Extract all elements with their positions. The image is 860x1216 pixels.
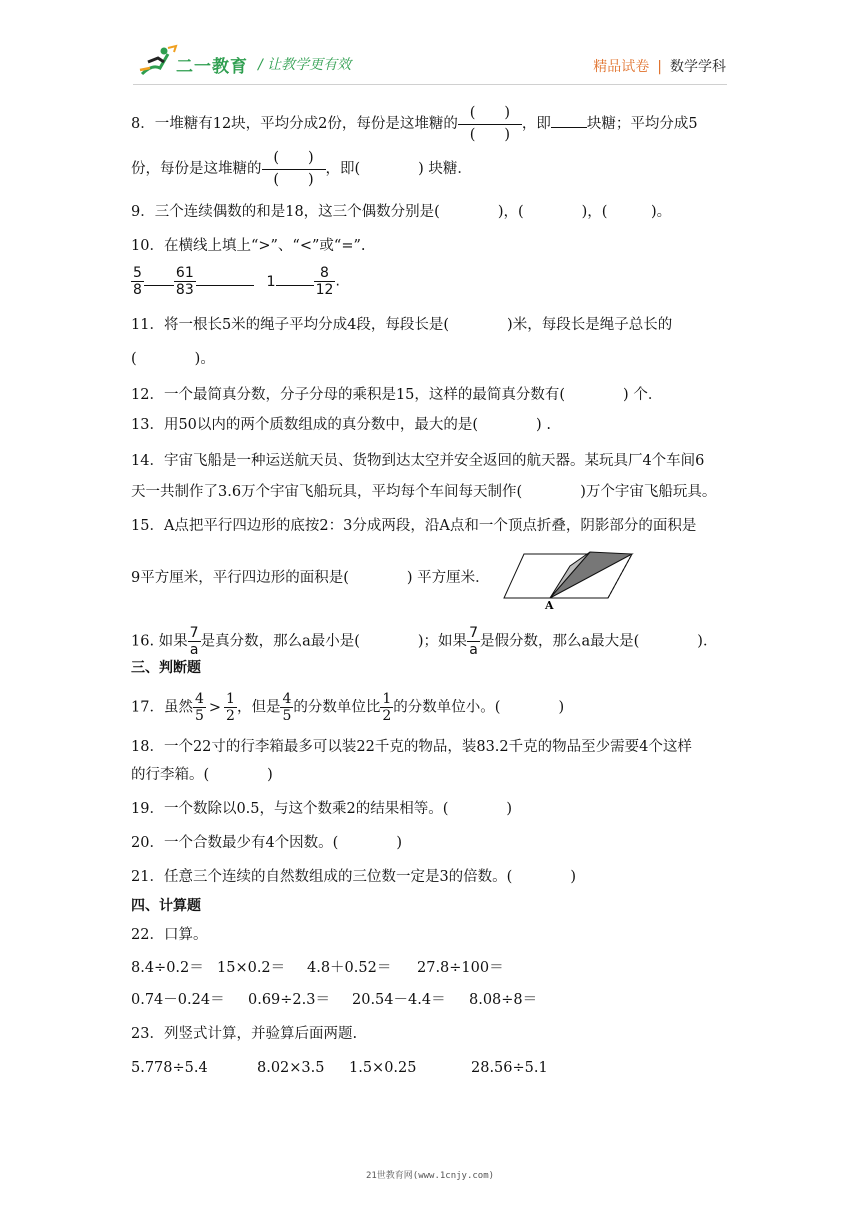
- q10-blank-1: [144, 285, 174, 286]
- calc-item: 8.4÷0.2＝: [131, 960, 204, 976]
- period: .: [335, 273, 341, 290]
- calc-item: 27.8÷100＝: [417, 960, 504, 976]
- page-header: [0, 0, 860, 90]
- calc-item: 4.8＋0.52＝: [307, 960, 392, 976]
- q16-text: 16. 如果: [131, 633, 188, 650]
- calc-item: 5.778÷5.4: [131, 1060, 208, 1076]
- frac-denominator: a: [469, 642, 478, 658]
- greater-than: >: [208, 699, 222, 716]
- q17-text: 的分数单位比: [293, 699, 381, 716]
- q8-text: 块糖；平均分成5: [586, 116, 698, 132]
- frac-numerator: 1: [226, 691, 235, 707]
- question-19: 19．一个数除以0.5，与这个数乘2的结果相等。( ): [131, 801, 513, 817]
- frac-denominator: ( ): [469, 127, 511, 143]
- slogan: / 让教学更有效: [258, 57, 352, 73]
- header-badge: 精品试卷: [593, 59, 650, 75]
- question-16: [131, 625, 717, 658]
- q8-text: ，即: [521, 116, 551, 132]
- frac-numerator: 5: [133, 265, 142, 281]
- frac-numerator: 8: [314, 265, 336, 282]
- header-subject-label: 数学学科: [670, 59, 726, 75]
- frac-numerator: 4: [282, 691, 292, 707]
- runner-logo-icon: [138, 44, 178, 78]
- question-12: 12．一个最简真分数，分子分母的乘积是15，这样的最简真分数有( ) 个．: [131, 387, 663, 403]
- question-14-line-2: 天一共制作了3.6万个宇宙飞船玩具，平均每个车间每天制作( )万个宇宙飞船玩具。: [131, 484, 717, 500]
- fraction-4-5: [193, 691, 206, 724]
- question-23-items: [131, 1058, 548, 1078]
- calc-item: 28.56÷5.1: [471, 1060, 548, 1076]
- frac-numerator: 4: [194, 691, 204, 707]
- calc-item: 20.54－4.4＝: [352, 992, 446, 1008]
- calc-item: 0.74－0.24＝: [131, 992, 225, 1008]
- q16-text: 是假分数，那么a最大是( )．: [479, 633, 718, 650]
- frac-denominator: 5: [194, 708, 204, 724]
- question-22-title: 22．口算。: [131, 927, 208, 943]
- q8-fraction-blank-1: [458, 103, 522, 145]
- fraction-1-2: [224, 691, 237, 724]
- fraction-7-a: [467, 625, 480, 658]
- frac-denominator: 2: [226, 708, 235, 724]
- question-15-line-2: 9平方厘米，平行四边形的面积是( ) 平方厘米．: [131, 570, 490, 586]
- header-rule: [133, 84, 727, 85]
- question-10: 10．在横线上填上“>”、“<”或“=”.: [131, 238, 366, 254]
- q8-text: 份，每份是这堆糖的: [131, 161, 262, 177]
- question-23-title: 23．列竖式计算，并验算后面两题.: [131, 1026, 358, 1042]
- calc-item: 15×0.2＝: [217, 960, 286, 976]
- question-14-line-1: 14．宇宙飞船是一种运送航天员、货物到达太空并安全返回的航天器。某玩具厂4个车间6: [131, 453, 705, 469]
- question-10-comparisons: [131, 265, 340, 298]
- frac-denominator: ( ): [273, 172, 314, 188]
- frac-denominator: 83: [175, 282, 194, 298]
- fraction-4-5: [280, 691, 293, 724]
- calc-item: 1.5×0.25: [349, 1060, 417, 1076]
- q17-text: ，但是: [236, 699, 281, 716]
- q10-blank-2: [196, 285, 254, 286]
- parallelogram-figure: [500, 546, 636, 610]
- header-separator: |: [657, 59, 662, 75]
- header-subject: [593, 56, 726, 76]
- fraction-61-83: [174, 265, 196, 298]
- fraction-7-a: [188, 625, 201, 658]
- question-18-line-2: 的行李箱。( ): [131, 767, 273, 783]
- frac-denominator: 8: [133, 282, 142, 298]
- q16-text: 是真分数，那么a最小是( )；如果: [200, 633, 468, 650]
- section-heading-calculation: 四、计算题: [131, 898, 201, 914]
- calc-item: 8.08÷8＝: [469, 992, 538, 1008]
- question-18-line-1: 18．一个22寸的行李箱最多可以装22千克的物品，装83.2千克的物品至少需要4个这样: [131, 739, 692, 755]
- question-8-line-2: [131, 148, 472, 190]
- point-a-label: A: [545, 599, 554, 610]
- question-20: 20．一个合数最少有4个因数。( ): [131, 835, 402, 851]
- frac-numerator: ( ): [273, 150, 314, 166]
- question-22-row-1: [131, 958, 504, 978]
- question-15-line-1: 15．A点把平行四边形的底按2：3分成两段，沿A点和一个顶点折叠，阴影部分的面积是: [131, 518, 697, 534]
- question-22-row-2: [131, 990, 537, 1010]
- q8-text: ，即( ) 块糖．: [325, 161, 472, 177]
- question-13: 13．用50以内的两个质数组成的真分数中，最大的是( ) .: [131, 417, 551, 433]
- page-footer: 21世教育网(www.1cnjy.com): [365, 1171, 495, 1181]
- calc-item: 8.02×3.5: [257, 1060, 325, 1076]
- number-one: 1: [266, 273, 276, 290]
- frac-denominator: 2: [382, 708, 392, 724]
- fraction-1-2: [380, 691, 393, 724]
- calc-item: 0.69÷2.3＝: [248, 992, 330, 1008]
- frac-numerator: 1: [382, 691, 392, 707]
- q8-answer-blank: [551, 127, 587, 128]
- frac-numerator: 7: [189, 625, 199, 641]
- q8-fraction-blank-2: [262, 148, 326, 190]
- frac-numerator: 7: [469, 625, 478, 641]
- frac-numerator: 61: [175, 265, 194, 281]
- question-11-line-2: ( )。: [131, 351, 215, 367]
- logo-text: 二一教育: [176, 57, 248, 77]
- q17-text: 17．虽然: [131, 699, 193, 716]
- section-heading-judgement: 三、判断题: [131, 660, 201, 676]
- fraction-8-12: [314, 265, 336, 298]
- q10-blank-3: [276, 285, 314, 286]
- frac-numerator: ( ): [469, 105, 511, 121]
- frac-denominator: 5: [282, 708, 292, 724]
- question-8-line-1: [131, 103, 698, 145]
- question-21: 21．任意三个连续的自然数组成的三位数一定是3的倍数。( ): [131, 869, 576, 885]
- q8-text: 8．一堆糖有12块，平均分成2份，每份是这堆糖的: [131, 116, 458, 132]
- question-9: 9．三个连续偶数的和是18，这三个偶数分别是( )，( )，( )。: [131, 204, 672, 220]
- frac-denominator: a: [189, 642, 199, 658]
- question-11-line-1: 11．将一根长5米的绳子平均分成4段，每段长是( )米，每段长是绳子总长的: [131, 317, 673, 333]
- fraction-5-8: [131, 265, 144, 298]
- frac-denominator: 12: [315, 282, 334, 298]
- q17-text: 的分数单位小。( ): [393, 699, 565, 716]
- question-17: [131, 691, 564, 724]
